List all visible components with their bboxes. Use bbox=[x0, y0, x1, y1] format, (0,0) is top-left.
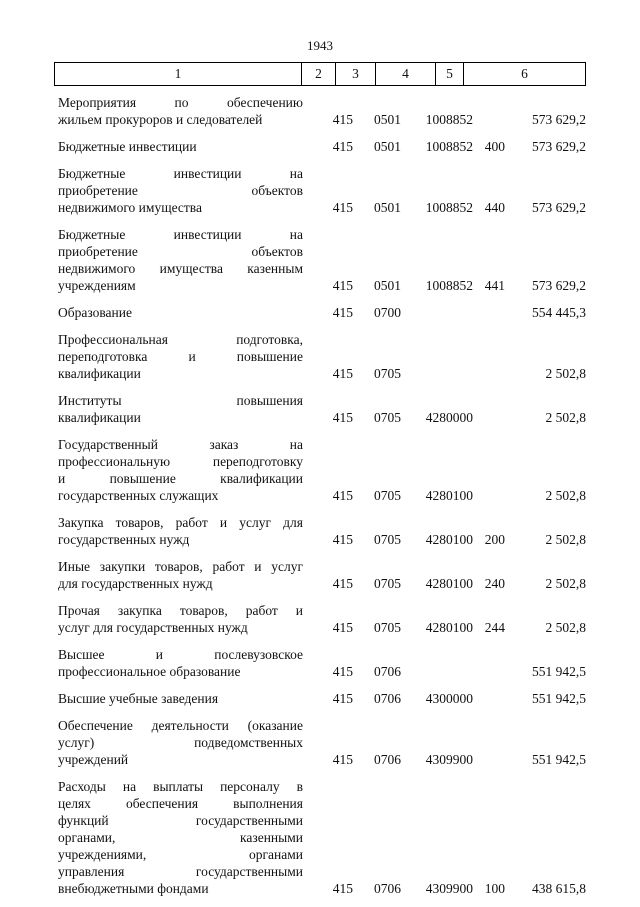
row-description bbox=[58, 558, 303, 592]
cell-col-3: 0705 bbox=[374, 576, 401, 591]
cell-col-3: 0706 bbox=[374, 881, 401, 896]
cell-col-4: 4309900 bbox=[425, 752, 473, 767]
cell-col-2: 415 bbox=[332, 200, 353, 215]
description-line: и повышение квалификации bbox=[58, 471, 303, 486]
cell-col-2: 415 bbox=[332, 366, 353, 381]
table-row bbox=[58, 514, 586, 548]
cell-col-6: 2 502,8 bbox=[545, 410, 586, 425]
cell-col-2: 415 bbox=[332, 410, 353, 425]
row-description bbox=[58, 94, 303, 128]
description-line: Институты повышения bbox=[58, 393, 303, 408]
table-row bbox=[58, 717, 586, 768]
cell-col-3: 0705 bbox=[374, 620, 401, 635]
header-col-1: 1 bbox=[174, 66, 182, 81]
description-line: учреждениям bbox=[58, 278, 136, 293]
description-line: Бюджетные инвестиции на bbox=[58, 227, 303, 242]
cell-col-3: 0705 bbox=[374, 410, 401, 425]
row-description bbox=[58, 138, 303, 155]
cell-col-6: 2 502,8 bbox=[545, 576, 586, 591]
cell-col-2: 415 bbox=[332, 620, 353, 635]
description-line: учреждений bbox=[58, 752, 129, 767]
cell-col-4: 4280100 bbox=[425, 620, 473, 635]
cell-col-6: 2 502,8 bbox=[545, 366, 586, 381]
header-col-2: 2 bbox=[301, 63, 335, 85]
cell-col-5: 400 bbox=[484, 139, 505, 154]
description-line: квалификации bbox=[58, 366, 141, 381]
cell-col-6: 573 629,2 bbox=[532, 278, 586, 293]
cell-col-4: 1008852 bbox=[425, 200, 473, 215]
header-col-5: 5 bbox=[435, 63, 463, 85]
table-row bbox=[58, 165, 586, 216]
cell-col-4: 4280000 bbox=[425, 410, 473, 425]
cell-col-6: 573 629,2 bbox=[532, 200, 586, 215]
table-row bbox=[58, 226, 586, 294]
cell-col-3: 0700 bbox=[374, 305, 401, 320]
description-line: Государственный заказ на bbox=[58, 437, 303, 452]
cell-col-5: 240 bbox=[484, 576, 505, 591]
table-row bbox=[58, 690, 586, 707]
cell-col-6: 2 502,8 bbox=[545, 620, 586, 635]
row-description bbox=[58, 602, 303, 636]
cell-col-4: 4280100 bbox=[425, 576, 473, 591]
cell-col-4: 4280100 bbox=[425, 488, 473, 503]
description-line: Бюджетные инвестиции на bbox=[58, 166, 303, 181]
cell-col-3: 0501 bbox=[374, 278, 401, 293]
row-description bbox=[58, 436, 303, 504]
cell-col-2: 415 bbox=[332, 488, 353, 503]
cell-col-3: 0706 bbox=[374, 691, 401, 706]
description-line: Обеспечение деятельности (оказание bbox=[58, 718, 303, 733]
header-col-4: 4 bbox=[375, 63, 435, 85]
table-row bbox=[58, 558, 586, 592]
table-row bbox=[58, 646, 586, 680]
description-line: государственных нужд bbox=[58, 532, 190, 547]
cell-col-6: 551 942,5 bbox=[532, 691, 586, 706]
table-header bbox=[54, 62, 586, 86]
description-line: внебюджетными фондами bbox=[58, 881, 209, 896]
cell-col-4: 1008852 bbox=[425, 139, 473, 154]
table-row bbox=[58, 392, 586, 426]
description-line: услуг для государственных нужд bbox=[58, 620, 248, 635]
table-row bbox=[58, 778, 586, 897]
cell-col-4: 4300000 bbox=[425, 691, 473, 706]
row-description bbox=[58, 165, 303, 216]
page-number: 1943 bbox=[307, 38, 333, 53]
description-line: переподготовка и повышение bbox=[58, 349, 303, 364]
cell-col-4: 4309900 bbox=[425, 881, 473, 896]
description-line: квалификации bbox=[58, 410, 141, 425]
cell-col-6: 551 942,5 bbox=[532, 752, 586, 767]
description-line: Мероприятия по обеспечению bbox=[58, 95, 303, 110]
cell-col-2: 415 bbox=[332, 305, 353, 320]
cell-col-3: 0706 bbox=[374, 752, 401, 767]
cell-col-6: 573 629,2 bbox=[532, 112, 586, 127]
cell-col-6: 2 502,8 bbox=[545, 488, 586, 503]
row-description bbox=[58, 646, 303, 680]
header-col-6: 6 bbox=[463, 63, 585, 85]
description-line: приобретение объектов bbox=[58, 183, 303, 198]
cell-col-6: 551 942,5 bbox=[532, 664, 586, 679]
cell-col-2: 415 bbox=[332, 664, 353, 679]
cell-col-2: 415 bbox=[332, 752, 353, 767]
description-line: Расходы на выплаты персоналу в bbox=[58, 779, 303, 794]
cell-col-2: 415 bbox=[332, 881, 353, 896]
cell-col-5: 100 bbox=[484, 881, 505, 896]
description-line: органами, казенными bbox=[58, 830, 303, 845]
cell-col-6: 2 502,8 bbox=[545, 532, 586, 547]
description-line: Бюджетные инвестиции bbox=[58, 139, 197, 154]
table-body bbox=[58, 94, 586, 907]
cell-col-2: 415 bbox=[332, 576, 353, 591]
description-line: Высшие учебные заведения bbox=[58, 691, 219, 706]
table-row bbox=[58, 436, 586, 504]
description-line: Прочая закупка товаров, работ и bbox=[58, 603, 303, 618]
row-description bbox=[58, 778, 303, 897]
row-description bbox=[58, 717, 303, 768]
description-line: целях обеспечения выполнения bbox=[58, 796, 303, 811]
row-description bbox=[58, 304, 303, 321]
description-line: Иные закупки товаров, работ и услуг bbox=[58, 559, 303, 574]
cell-col-5: 244 bbox=[484, 620, 505, 635]
description-line: услуг) подведомственных bbox=[58, 735, 303, 750]
header-col-3: 3 bbox=[335, 63, 375, 85]
cell-col-5: 440 bbox=[484, 200, 505, 215]
row-description bbox=[58, 226, 303, 294]
table-row bbox=[58, 138, 586, 155]
cell-col-3: 0501 bbox=[374, 112, 401, 127]
cell-col-2: 415 bbox=[332, 691, 353, 706]
table-row bbox=[58, 602, 586, 636]
row-description bbox=[58, 392, 303, 426]
cell-col-3: 0705 bbox=[374, 488, 401, 503]
cell-col-4: 1008852 bbox=[425, 278, 473, 293]
cell-col-4: 4280100 bbox=[425, 532, 473, 547]
description-line: учреждениями, органами bbox=[58, 847, 303, 862]
cell-col-2: 415 bbox=[332, 532, 353, 547]
description-line: профессиональное образование bbox=[58, 664, 241, 679]
description-line: недвижимого имущества bbox=[58, 200, 202, 215]
table-row bbox=[58, 331, 586, 382]
cell-col-3: 0501 bbox=[374, 139, 401, 154]
cell-col-3: 0706 bbox=[374, 664, 401, 679]
cell-col-5: 200 bbox=[484, 532, 505, 547]
description-line: профессиональную переподготовку bbox=[58, 454, 303, 469]
description-line: недвижимого имущества казенным bbox=[58, 261, 303, 276]
row-description bbox=[58, 690, 303, 707]
cell-col-6: 554 445,3 bbox=[532, 305, 586, 320]
table-row bbox=[58, 304, 586, 321]
cell-col-2: 415 bbox=[332, 139, 353, 154]
description-line: функций государственными bbox=[58, 813, 303, 828]
cell-col-2: 415 bbox=[332, 112, 353, 127]
row-description bbox=[58, 514, 303, 548]
cell-col-3: 0705 bbox=[374, 366, 401, 381]
description-line: жильем прокуроров и следователей bbox=[58, 112, 263, 127]
description-line: Высшее и послевузовское bbox=[58, 647, 303, 662]
table-row bbox=[58, 94, 586, 128]
description-line: управления государственными bbox=[58, 864, 303, 879]
row-description bbox=[58, 331, 303, 382]
cell-col-5: 441 bbox=[484, 278, 505, 293]
description-line: приобретение объектов bbox=[58, 244, 303, 259]
cell-col-3: 0501 bbox=[374, 200, 401, 215]
cell-col-6: 573 629,2 bbox=[532, 139, 586, 154]
description-line: государственных служащих bbox=[58, 488, 219, 503]
description-line: Профессиональная подготовка, bbox=[58, 332, 303, 347]
description-line: Закупка товаров, работ и услуг для bbox=[58, 515, 303, 530]
description-line: Образование bbox=[58, 305, 132, 320]
cell-col-2: 415 bbox=[332, 278, 353, 293]
cell-col-3: 0705 bbox=[374, 532, 401, 547]
description-line: для государственных нужд bbox=[58, 576, 213, 591]
cell-col-4: 1008852 bbox=[425, 112, 473, 127]
cell-col-6: 438 615,8 bbox=[532, 881, 586, 896]
